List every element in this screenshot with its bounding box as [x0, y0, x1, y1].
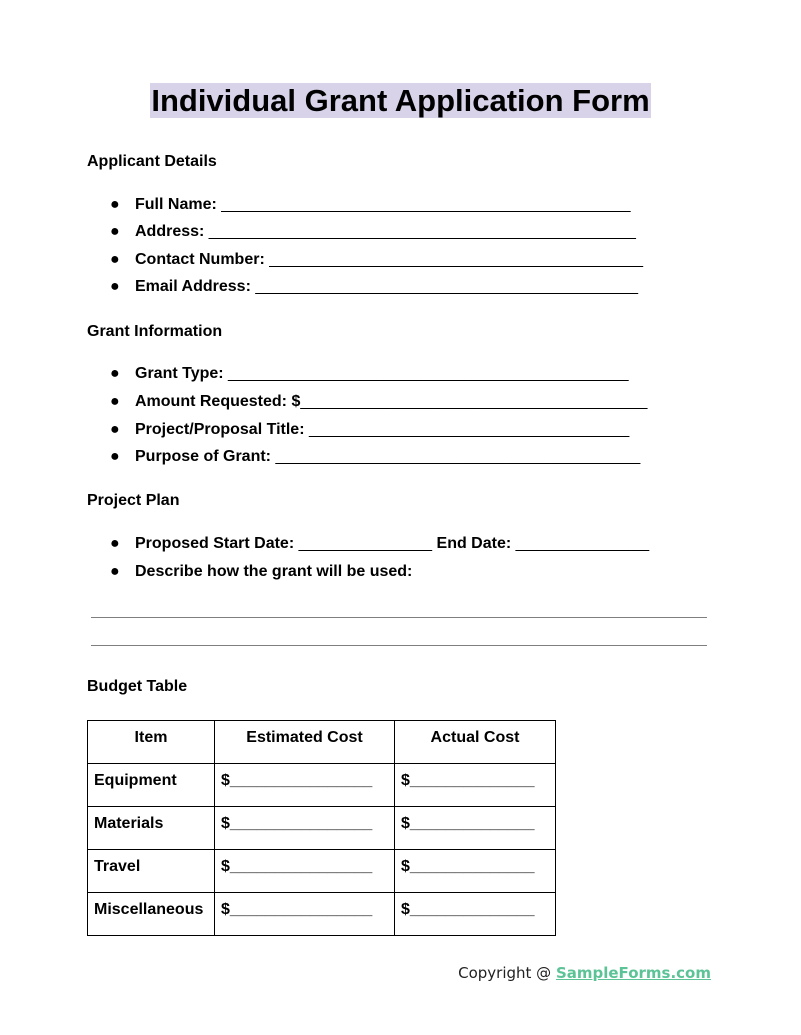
- field-blank[interactable]: ___________________________________________: [250, 278, 638, 295]
- item-cell: Miscellaneous: [88, 893, 215, 936]
- field-purpose[interactable]: [110, 448, 647, 475]
- plan-fields: [110, 535, 649, 591]
- footer: [458, 964, 711, 982]
- field-blank[interactable]: __________________________________________: [264, 251, 643, 268]
- writing-line-2[interactable]: [91, 645, 707, 646]
- field-label: Project/Proposal Title:: [135, 421, 305, 438]
- end-date-label: End Date:: [436, 535, 512, 552]
- budget-table: [87, 720, 556, 936]
- bullet-icon: ●: [110, 393, 120, 410]
- bullet-icon: ●: [110, 251, 120, 268]
- field-dates[interactable]: [110, 535, 649, 563]
- grant-fields: [110, 365, 647, 475]
- copyright-text: Copyright @: [458, 964, 556, 982]
- bullet-icon: ●: [110, 365, 120, 382]
- column-header: Actual Cost: [395, 721, 556, 764]
- table-row: [88, 850, 556, 893]
- end-date-blank[interactable]: _______________: [511, 535, 650, 552]
- item-cell: Equipment: [88, 764, 215, 807]
- field-label: Purpose of Grant:: [135, 448, 272, 465]
- column-header: Item: [88, 721, 215, 764]
- estimated-cost-cell[interactable]: $________________: [215, 807, 395, 850]
- bullet-icon: ●: [110, 223, 120, 240]
- table-header-row: [88, 721, 556, 764]
- field-blank[interactable]: ______________________________________________: [216, 196, 631, 213]
- start-date-blank[interactable]: _______________: [294, 535, 437, 552]
- field-label: Address:: [135, 223, 205, 240]
- field-address[interactable]: [110, 223, 643, 251]
- field-label: Email Address:: [135, 278, 251, 295]
- field-label: Amount Requested: $: [135, 393, 301, 410]
- field-email-address[interactable]: [110, 278, 643, 305]
- actual-cost-cell[interactable]: $______________: [395, 850, 556, 893]
- section-heading-plan: Project Plan: [87, 492, 180, 509]
- bullet-icon: ●: [110, 196, 120, 213]
- field-blank[interactable]: ____________________________________: [304, 421, 630, 438]
- applicant-fields: [110, 196, 643, 305]
- field-full-name[interactable]: [110, 196, 643, 223]
- estimated-cost-cell[interactable]: $________________: [215, 850, 395, 893]
- field-blank[interactable]: ________________________________________________: [204, 223, 636, 240]
- actual-cost-cell[interactable]: $______________: [395, 807, 556, 850]
- field-blank[interactable]: _____________________________________________: [223, 365, 629, 382]
- table-row: [88, 764, 556, 807]
- actual-cost-cell[interactable]: $______________: [395, 764, 556, 807]
- estimated-cost-cell[interactable]: $________________: [215, 893, 395, 936]
- start-date-label: Proposed Start Date:: [135, 535, 295, 552]
- bullet-icon: ●: [110, 535, 120, 552]
- bullet-icon: ●: [110, 448, 120, 465]
- table-row: [88, 807, 556, 850]
- writing-line-1[interactable]: [91, 617, 707, 618]
- table-row: [88, 893, 556, 936]
- field-label: Describe how the grant will be used:: [135, 563, 413, 580]
- column-header: Estimated Cost: [215, 721, 395, 764]
- field-blank[interactable]: _________________________________________: [271, 448, 641, 465]
- field-label: Grant Type:: [135, 365, 224, 382]
- item-cell: Materials: [88, 807, 215, 850]
- field-contact-number[interactable]: [110, 251, 643, 278]
- bullet-icon: ●: [110, 421, 120, 438]
- bullet-icon: ●: [110, 278, 120, 295]
- estimated-cost-cell[interactable]: $________________: [215, 764, 395, 807]
- field-describe-usage: [110, 563, 649, 591]
- field-project-title[interactable]: [110, 421, 647, 448]
- field-label: Full Name:: [135, 196, 217, 213]
- section-heading-budget: Budget Table: [87, 678, 188, 695]
- sampleforms-link[interactable]: SampleForms.com: [555, 964, 711, 982]
- section-heading-applicant: Applicant Details: [87, 153, 217, 170]
- title-container: [0, 83, 801, 118]
- field-amount-requested[interactable]: [110, 393, 647, 421]
- section-heading-grant: Grant Information: [87, 323, 223, 340]
- page-title: Individual Grant Application Form: [151, 83, 650, 118]
- item-cell: Travel: [88, 850, 215, 893]
- field-blank[interactable]: _______________________________________: [300, 393, 648, 410]
- actual-cost-cell[interactable]: $______________: [395, 893, 556, 936]
- bullet-icon: ●: [110, 563, 120, 580]
- field-grant-type[interactable]: [110, 365, 647, 393]
- field-label: Contact Number:: [135, 251, 265, 268]
